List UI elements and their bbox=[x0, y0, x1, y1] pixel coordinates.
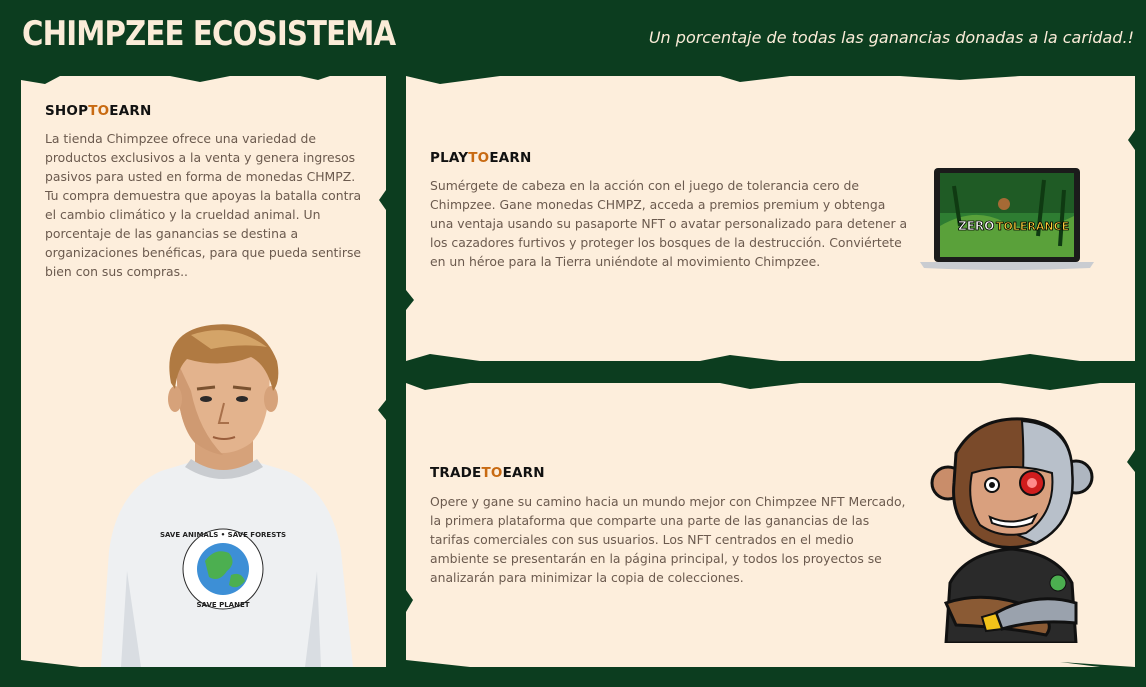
game-word-tolerance: TOLERANCE bbox=[996, 220, 1070, 233]
card-trade-body: Opere y gane su camino hacia un mundo mejor con Chimpzee NFT Mercado, la primera plataforma que comparte una parte de las ganancias de las tarifas comerciales con sus usuarios. Los NFT centrados en el medio ambiente se presentarán en la página principal, y todos los proyectos se analizarán para minimizar la copia de colecciones. bbox=[430, 494, 906, 585]
card-shop-title: SHOPTOEARN bbox=[45, 103, 152, 119]
card-play-title: PLAYTOEARN bbox=[430, 150, 532, 166]
shirt-text-top: SAVE ANIMALS • SAVE FORESTS bbox=[159, 531, 287, 539]
header-title: CHIMPZEE ECOSISTEMA bbox=[22, 14, 396, 54]
card-play-body: Sumérgete de cabeza en la acción con el juego de tolerancia cero de Chimpzee. Gane monedas CHMPZ, acceda a premios premium y obtenga una ventaja usando su pasaporte NFT o avatar personalizado para detener a los cazadores furtivos y proteger los bosques de la destrucción. Conviértete en un héroe para la Tierra uniéndote al movimiento Chimpzee. bbox=[430, 178, 908, 269]
header-tagline: Un porcentaje de todas las ganancias donadas a la caridad.! bbox=[648, 28, 1134, 47]
card-shop-body: La tienda Chimpzee ofrece una variedad de productos exclusivos a la venta y genera ingresos pasivos para usted en forma de monedas CHMPZ. Tu compra demuestra que apoyas la batalla contra el cambio climático y la crueldad animal. Un porcentaje de las ganancias se destina a organizaciones benéficas, para que pueda sentirse bien con sus compras.. bbox=[45, 131, 362, 279]
shirt-text-bottom: SAVE PLANET bbox=[196, 601, 250, 609]
card-trade-title: TRADETOEARN bbox=[430, 465, 545, 481]
game-word-zero: ZERO bbox=[958, 219, 995, 233]
